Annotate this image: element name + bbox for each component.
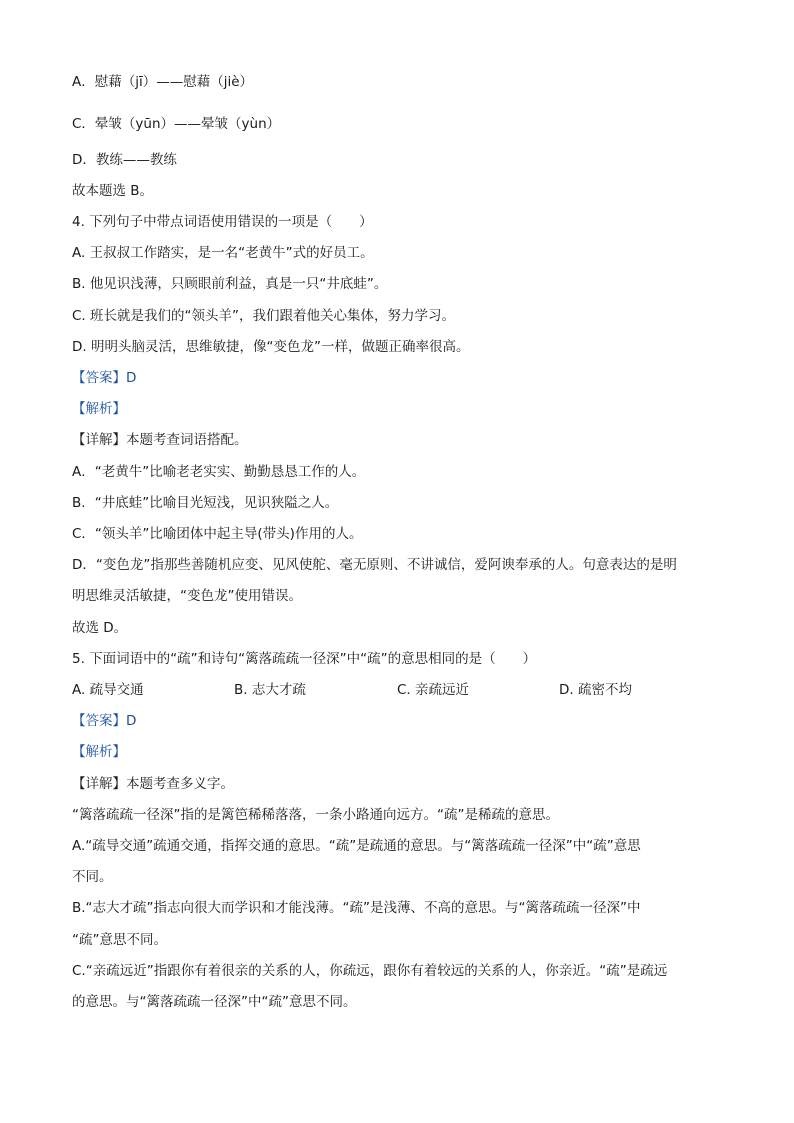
q5-detail-heading: 【详解】本题考查多义字。 <box>72 776 234 792</box>
q5-option-b: B. 志大才疏 <box>234 682 306 698</box>
q4-detail-b: B．“井底蛙”比喻目光短浅，见识狭隘之人。 <box>72 495 339 511</box>
q5-detail-c-line1: C.“亲疏远近”指跟你有着很亲的关系的人，你疏远，跟你有着较远的关系的人，你亲近。“疏”是疏远 <box>72 963 668 979</box>
q4-option-c: C. 班长就是我们的“领头羊”，我们跟着他关心集体，努力学习。 <box>72 308 455 324</box>
q3-option-c-explanation: C．晕皱（yūn）——晕皱（yùn） <box>72 116 281 132</box>
q4-detail-d-line1: D．“变色龙”指那些善随机应变、见风使舵、毫无原则、不讲诚信，爱阿谀奉承的人。句意表达的是明 <box>72 557 677 573</box>
q4-detail-heading: 【详解】本题考查词语搭配。 <box>72 432 248 448</box>
q5-stem: 5. 下面词语中的“疏”和诗句“篱落疏疏一径深”中“疏”的意思相同的是（ ） <box>72 651 537 667</box>
q5-detail-a-line1: A.“疏导交通”疏通交通，指挥交通的意思。“疏”是疏通的意思。与“篱落疏疏一径深”中“疏”意思 <box>72 838 641 854</box>
q4-conclusion: 故选 D。 <box>72 620 128 636</box>
q5-option-c: C. 亲疏远近 <box>397 682 470 698</box>
q5-option-a: A. 疏导交通 <box>72 682 144 698</box>
q5-option-d: D. 疏密不均 <box>559 682 632 698</box>
q5-answer: 【答案】D <box>72 713 137 729</box>
q5-detail-intro: “篱落疏疏一径深”指的是篱笆稀稀落落，一条小路通向远方。“疏”是稀疏的意思。 <box>72 807 559 823</box>
q4-detail-c: C．“领头羊”比喻团体中起主导(带头)作用的人。 <box>72 526 363 542</box>
q4-answer: 【答案】D <box>72 370 137 386</box>
q3-option-d-explanation: D．教练——教练 <box>72 152 177 168</box>
q4-stem: 4. 下列句子中带点词语使用错误的一项是（ ） <box>72 214 373 230</box>
q4-analysis-label: 【解析】 <box>72 401 126 417</box>
q4-detail-a: A．“老黄牛”比喻老老实实、勤勤恳恳工作的人。 <box>72 464 366 480</box>
q4-option-d: D. 明明头脑灵活，思维敏捷，像“变色龙”一样，做题正确率很高。 <box>72 339 470 355</box>
q5-detail-b-line2: “疏”意思不同。 <box>72 932 167 948</box>
q4-option-a: A. 王叔叔工作踏实，是一名“老黄牛”式的好员工。 <box>72 245 374 261</box>
q3-option-a-explanation: A．慰藉（jī）——慰藉（jiè） <box>72 74 254 90</box>
q3-conclusion: 故本题选 B。 <box>72 183 154 199</box>
q5-analysis-label: 【解析】 <box>72 744 126 760</box>
q5-detail-a-line2: 不同。 <box>72 869 113 885</box>
q4-detail-d-line2: 明思维灵活敏捷，“变色龙”使用错误。 <box>72 588 302 604</box>
q4-option-b: B. 他见识浅薄，只顾眼前利益，真是一只“井底蛙”。 <box>72 276 388 292</box>
q5-detail-c-line2: 的意思。与“篱落疏疏一径深”中“疏”意思不同。 <box>72 994 357 1010</box>
q5-detail-b-line1: B.“志大才疏”指志向很大而学识和才能浅薄。“疏”是浅薄、不高的意思。与“篱落疏疏一径深”中 <box>72 900 641 916</box>
